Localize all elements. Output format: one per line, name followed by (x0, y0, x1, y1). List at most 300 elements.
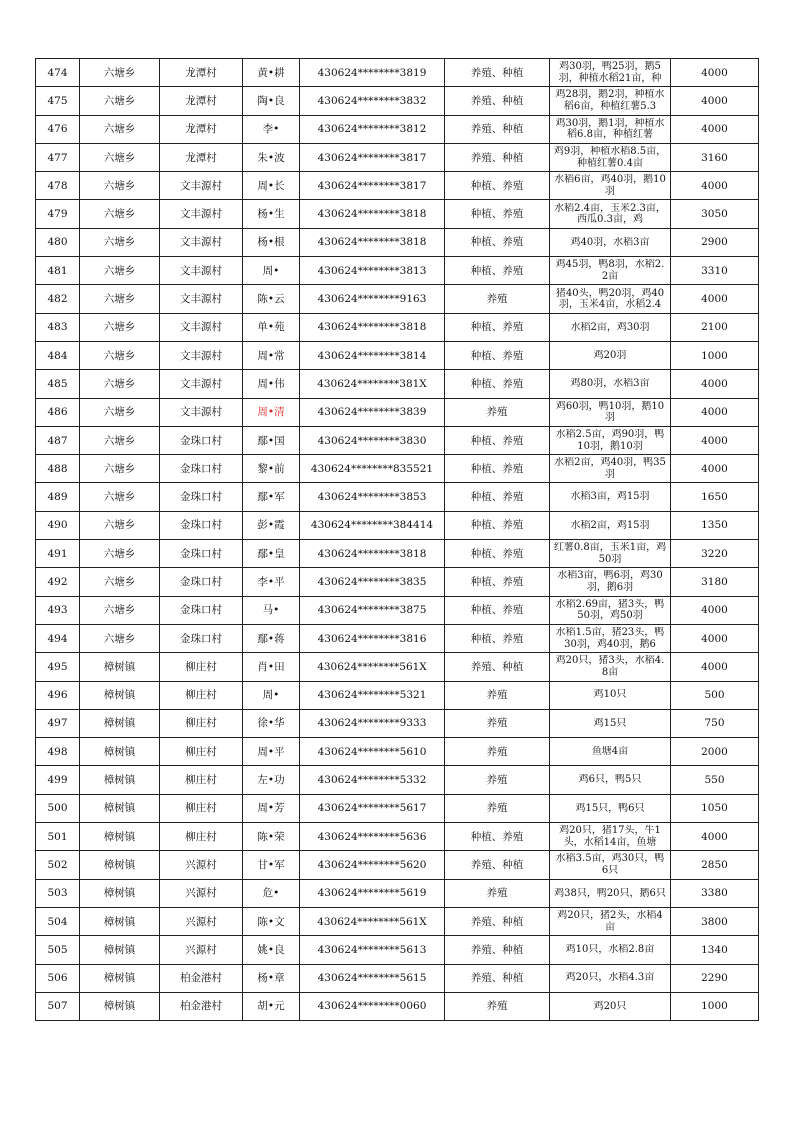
industry-type-cell: 种植、养殖 (445, 341, 550, 369)
village-cell: 金珠口村 (160, 426, 243, 454)
production-detail-cell (550, 851, 671, 879)
township-cell: 樟树镇 (80, 964, 160, 992)
production-detail-cell (550, 766, 671, 794)
id-number-cell: 430624********3812 (300, 115, 445, 143)
id-number-cell: 430624********561X (300, 653, 445, 681)
industry-type-cell: 种植、养殖 (445, 228, 550, 256)
industry-type-cell: 种植、养殖 (445, 370, 550, 398)
production-detail-cell (550, 596, 671, 624)
production-detail-cell (550, 115, 671, 143)
row-number-cell: 506 (36, 964, 80, 992)
village-cell: 柳庄村 (160, 766, 243, 794)
production-detail-cell (550, 59, 671, 87)
township-cell: 樟树镇 (80, 907, 160, 935)
name-cell: 周•平 (243, 738, 300, 766)
industry-type-cell: 养殖 (445, 709, 550, 737)
name-cell: 杨•章 (243, 964, 300, 992)
village-cell: 柳庄村 (160, 681, 243, 709)
village-cell: 文丰源村 (160, 200, 243, 228)
id-number-cell: 430624********3830 (300, 426, 445, 454)
industry-type-cell: 养殖、种植 (445, 653, 550, 681)
table-row (36, 341, 759, 369)
amount-cell: 2900 (671, 228, 759, 256)
name-cell: 陈•文 (243, 907, 300, 935)
id-number-cell: 430624********9163 (300, 285, 445, 313)
amount-cell: 3220 (671, 540, 759, 568)
village-cell: 金珠口村 (160, 483, 243, 511)
village-cell: 文丰源村 (160, 370, 243, 398)
production-detail-text: 鸡30羽，鹅1羽，种植水稻6.8亩，种植红薯 (555, 117, 665, 141)
row-number-cell: 491 (36, 540, 80, 568)
row-number-cell: 476 (36, 115, 80, 143)
table-row (36, 285, 759, 313)
table-row (36, 87, 759, 115)
row-number-cell: 494 (36, 624, 80, 652)
township-cell: 六塘乡 (80, 285, 160, 313)
township-cell: 樟树镇 (80, 709, 160, 737)
table-row (36, 709, 759, 737)
township-cell: 六塘乡 (80, 313, 160, 341)
industry-type-cell: 种植、养殖 (445, 313, 550, 341)
village-cell: 柳庄村 (160, 653, 243, 681)
beneficiary-table (35, 58, 759, 1021)
village-cell: 文丰源村 (160, 285, 243, 313)
name-cell: 鄢•军 (243, 483, 300, 511)
production-detail-cell (550, 172, 671, 200)
table-row (36, 257, 759, 285)
amount-cell: 4000 (671, 823, 759, 851)
name-cell: 杨•生 (243, 200, 300, 228)
production-detail-cell (550, 200, 671, 228)
amount-cell: 1340 (671, 936, 759, 964)
amount-cell: 1650 (671, 483, 759, 511)
amount-cell: 1350 (671, 511, 759, 539)
township-cell: 樟树镇 (80, 823, 160, 851)
production-detail-cell (550, 653, 671, 681)
table-row (36, 907, 759, 935)
id-number-cell: 430624********3875 (300, 596, 445, 624)
table-row (36, 794, 759, 822)
table-row (36, 540, 759, 568)
township-cell: 六塘乡 (80, 341, 160, 369)
table-row (36, 568, 759, 596)
amount-cell: 4000 (671, 87, 759, 115)
id-number-cell: 430624********0060 (300, 992, 445, 1020)
production-detail-text: 水稻2亩，鸡40羽，鸭35羽 (554, 457, 666, 480)
village-cell: 金珠口村 (160, 455, 243, 483)
row-number-cell: 479 (36, 200, 80, 228)
amount-cell: 3800 (671, 907, 759, 935)
table-row (36, 313, 759, 341)
table-row (36, 228, 759, 256)
amount-cell: 3160 (671, 143, 759, 171)
village-cell: 柏金港村 (160, 992, 243, 1020)
name-cell: 杨•根 (243, 228, 300, 256)
amount-cell: 500 (671, 681, 759, 709)
township-cell: 六塘乡 (80, 483, 160, 511)
township-cell: 樟树镇 (80, 851, 160, 879)
production-detail-cell (550, 143, 671, 171)
township-cell: 六塘乡 (80, 455, 160, 483)
row-number-cell: 480 (36, 228, 80, 256)
amount-cell: 4000 (671, 426, 759, 454)
table-row (36, 653, 759, 681)
table-row (36, 511, 759, 539)
industry-type-cell: 养殖 (445, 794, 550, 822)
industry-type-cell: 种植、养殖 (445, 568, 550, 596)
amount-cell: 2290 (671, 964, 759, 992)
table-row (36, 851, 759, 879)
township-cell: 六塘乡 (80, 257, 160, 285)
production-detail-cell (550, 681, 671, 709)
production-detail-cell (550, 285, 671, 313)
township-cell: 六塘乡 (80, 540, 160, 568)
table-row (36, 115, 759, 143)
id-number-cell: 430624********3839 (300, 398, 445, 426)
village-cell: 文丰源村 (160, 313, 243, 341)
amount-cell: 4000 (671, 653, 759, 681)
production-detail-cell (550, 624, 671, 652)
row-number-cell: 497 (36, 709, 80, 737)
production-detail-cell (550, 426, 671, 454)
production-detail-text: 水稻2亩，鸡15羽 (570, 519, 650, 531)
production-detail-cell (550, 228, 671, 256)
industry-type-cell: 养殖 (445, 398, 550, 426)
production-detail-cell (550, 313, 671, 341)
production-detail-text: 鸡6只，鸭5只 (578, 774, 642, 786)
row-number-cell: 474 (36, 59, 80, 87)
name-cell: 胡•元 (243, 992, 300, 1020)
production-detail-text: 鱼塘4亩 (591, 746, 629, 758)
id-number-cell: 430624********5610 (300, 738, 445, 766)
production-detail-cell (550, 568, 671, 596)
village-cell: 文丰源村 (160, 257, 243, 285)
township-cell: 樟树镇 (80, 681, 160, 709)
village-cell: 柳庄村 (160, 709, 243, 737)
industry-type-cell: 养殖、种植 (445, 907, 550, 935)
production-detail-text: 水稻3.5亩，鸡30只，鸭6只 (555, 853, 665, 876)
name-cell: 李•平 (243, 568, 300, 596)
amount-cell: 2100 (671, 313, 759, 341)
production-detail-cell (550, 879, 671, 907)
township-cell: 樟树镇 (80, 653, 160, 681)
township-cell: 樟树镇 (80, 936, 160, 964)
row-number-cell: 500 (36, 794, 80, 822)
id-number-cell: 430624********3819 (300, 59, 445, 87)
name-cell: 鄢•蒋 (243, 624, 300, 652)
row-number-cell: 490 (36, 511, 80, 539)
id-number-cell: 430624********5636 (300, 823, 445, 851)
name-cell: 周•伟 (243, 370, 300, 398)
township-cell: 六塘乡 (80, 115, 160, 143)
township-cell: 六塘乡 (80, 228, 160, 256)
id-number-cell: 430624********3816 (300, 624, 445, 652)
production-detail-text: 水稻1.5亩，猪23头，鸭30羽，鸡40羽，鹅6 (555, 627, 665, 650)
production-detail-text: 鸡15只，鸭6只 (575, 802, 645, 814)
industry-type-cell: 种植、养殖 (445, 257, 550, 285)
amount-cell: 750 (671, 709, 759, 737)
industry-type-cell: 养殖、种植 (445, 964, 550, 992)
township-cell: 樟树镇 (80, 738, 160, 766)
row-number-cell: 496 (36, 681, 80, 709)
production-detail-text: 水稻2亩，鸡30羽 (570, 321, 650, 333)
table-row (36, 455, 759, 483)
id-number-cell: 430624********5321 (300, 681, 445, 709)
id-number-cell: 430624********3818 (300, 540, 445, 568)
id-number-cell: 430624********381X (300, 370, 445, 398)
id-number-cell: 430624********5615 (300, 964, 445, 992)
amount-cell: 4000 (671, 115, 759, 143)
production-detail-cell (550, 794, 671, 822)
name-cell: 陈•云 (243, 285, 300, 313)
production-detail-text: 鸡45羽，鸭8羽，水稻2.2亩 (555, 259, 665, 282)
name-cell: 单•苑 (243, 313, 300, 341)
production-detail-cell (550, 455, 671, 483)
township-cell: 樟树镇 (80, 794, 160, 822)
table-row (36, 398, 759, 426)
production-detail-cell (550, 257, 671, 285)
amount-cell: 2000 (671, 738, 759, 766)
amount-cell: 1000 (671, 341, 759, 369)
id-number-cell: 430624********3853 (300, 483, 445, 511)
row-number-cell: 492 (36, 568, 80, 596)
production-detail-text: 水稻3亩，鸭6羽，鸡30羽，鹅6羽 (557, 570, 663, 593)
village-cell: 兴源村 (160, 907, 243, 935)
table-body (36, 59, 759, 1021)
village-cell: 柏金港村 (160, 964, 243, 992)
production-detail-cell (550, 907, 671, 935)
row-number-cell: 503 (36, 879, 80, 907)
village-cell: 龙潭村 (160, 115, 243, 143)
name-cell: 危• (243, 879, 300, 907)
village-cell: 柳庄村 (160, 823, 243, 851)
table-row (36, 370, 759, 398)
township-cell: 六塘乡 (80, 426, 160, 454)
township-cell: 六塘乡 (80, 398, 160, 426)
production-detail-cell (550, 936, 671, 964)
amount-cell: 3050 (671, 200, 759, 228)
village-cell: 文丰源村 (160, 398, 243, 426)
production-detail-text: 鸡10只，水稻2.8亩 (565, 944, 655, 956)
amount-cell: 4000 (671, 624, 759, 652)
amount-cell: 4000 (671, 398, 759, 426)
production-detail-text: 鸡20只，猪3头，水稻4.8亩 (555, 655, 665, 678)
township-cell: 六塘乡 (80, 624, 160, 652)
industry-type-cell: 种植、养殖 (445, 200, 550, 228)
production-detail-text: 水稻2.69亩，猪3头，鸭50羽，鸡50羽 (555, 598, 665, 622)
amount-cell: 1050 (671, 794, 759, 822)
village-cell: 金珠口村 (160, 511, 243, 539)
production-detail-text: 鸡20只，猪2头，水稻4亩 (557, 910, 663, 933)
id-number-cell: 430624********3814 (300, 341, 445, 369)
production-detail-cell (550, 370, 671, 398)
township-cell: 六塘乡 (80, 143, 160, 171)
township-cell: 樟树镇 (80, 879, 160, 907)
amount-cell: 4000 (671, 59, 759, 87)
industry-type-cell: 养殖 (445, 738, 550, 766)
village-cell: 金珠口村 (160, 596, 243, 624)
production-detail-text: 鸡40羽，水稻3亩 (570, 236, 650, 248)
table-row (36, 172, 759, 200)
name-cell: 姚•良 (243, 936, 300, 964)
id-number-cell: 430624********3818 (300, 228, 445, 256)
name-cell: 黄•耕 (243, 59, 300, 87)
row-number-cell: 475 (36, 87, 80, 115)
production-detail-cell (550, 87, 671, 115)
village-cell: 文丰源村 (160, 228, 243, 256)
production-detail-cell (550, 738, 671, 766)
row-number-cell: 485 (36, 370, 80, 398)
amount-cell: 2850 (671, 851, 759, 879)
amount-cell: 3180 (671, 568, 759, 596)
production-detail-text: 鸡20只，猪17头，牛1头，水稻14亩，鱼塘 (559, 825, 661, 848)
industry-type-cell: 养殖、种植 (445, 115, 550, 143)
industry-type-cell: 养殖 (445, 285, 550, 313)
id-number-cell: 430624********3817 (300, 143, 445, 171)
name-cell: 周• (243, 681, 300, 709)
id-number-cell: 430624********3835 (300, 568, 445, 596)
id-number-cell: 430624********9333 (300, 709, 445, 737)
village-cell: 兴源村 (160, 851, 243, 879)
row-number-cell: 489 (36, 483, 80, 511)
industry-type-cell: 种植、养殖 (445, 596, 550, 624)
id-number-cell: 430624********384414 (300, 511, 445, 539)
name-cell: 周•清 (243, 398, 300, 426)
village-cell: 柳庄村 (160, 794, 243, 822)
table-row (36, 823, 759, 851)
production-detail-text: 红薯0.8亩，玉米1亩，鸡50羽 (553, 542, 667, 565)
production-detail-text: 鸡38只，鸭20只，鹅6只 (554, 887, 666, 899)
production-detail-text: 鸡80羽，水稻3亩 (570, 378, 650, 390)
amount-cell: 4000 (671, 172, 759, 200)
amount-cell: 4000 (671, 370, 759, 398)
row-number-cell: 498 (36, 738, 80, 766)
production-detail-text: 水稻2.4亩，玉米2.3亩，西瓜0.3亩，鸡 (554, 202, 666, 226)
production-detail-cell (550, 709, 671, 737)
id-number-cell: 430624********5619 (300, 879, 445, 907)
table-row (36, 596, 759, 624)
row-number-cell: 499 (36, 766, 80, 794)
id-number-cell: 430624********835521 (300, 455, 445, 483)
row-number-cell: 507 (36, 992, 80, 1020)
name-cell: 周•长 (243, 172, 300, 200)
name-cell: 陶•良 (243, 87, 300, 115)
industry-type-cell: 种植、养殖 (445, 624, 550, 652)
row-number-cell: 482 (36, 285, 80, 313)
row-number-cell: 486 (36, 398, 80, 426)
production-detail-text: 鸡20只 (593, 1000, 627, 1012)
row-number-cell: 488 (36, 455, 80, 483)
name-cell: 鄢•国 (243, 426, 300, 454)
id-number-cell: 430624********3832 (300, 87, 445, 115)
industry-type-cell: 种植、养殖 (445, 483, 550, 511)
industry-type-cell: 养殖、种植 (445, 143, 550, 171)
id-number-cell: 430624********3818 (300, 313, 445, 341)
village-cell: 金珠口村 (160, 568, 243, 596)
industry-type-cell: 养殖、种植 (445, 59, 550, 87)
row-number-cell: 484 (36, 341, 80, 369)
table-row (36, 200, 759, 228)
production-detail-text: 鸡20羽 (593, 349, 627, 361)
production-detail-cell (550, 483, 671, 511)
name-cell: 黎•前 (243, 455, 300, 483)
table-row (36, 143, 759, 171)
name-cell: 周•常 (243, 341, 300, 369)
name-cell: 朱•波 (243, 143, 300, 171)
production-detail-cell (550, 540, 671, 568)
production-detail-text: 水稻3亩，鸡15羽 (570, 491, 650, 503)
township-cell: 六塘乡 (80, 59, 160, 87)
industry-type-cell: 种植、养殖 (445, 823, 550, 851)
township-cell: 六塘乡 (80, 172, 160, 200)
production-detail-cell (550, 823, 671, 851)
industry-type-cell: 种植、养殖 (445, 511, 550, 539)
name-cell: 肖•田 (243, 653, 300, 681)
name-cell: 左•功 (243, 766, 300, 794)
row-number-cell: 502 (36, 851, 80, 879)
township-cell: 六塘乡 (80, 370, 160, 398)
name-cell: 彭•霞 (243, 511, 300, 539)
name-cell: 鄢•皇 (243, 540, 300, 568)
industry-type-cell: 养殖 (445, 992, 550, 1020)
id-number-cell: 430624********3813 (300, 257, 445, 285)
industry-type-cell: 养殖 (445, 681, 550, 709)
amount-cell: 4000 (671, 455, 759, 483)
township-cell: 六塘乡 (80, 568, 160, 596)
production-detail-cell (550, 511, 671, 539)
township-cell: 樟树镇 (80, 992, 160, 1020)
industry-type-cell: 种植、养殖 (445, 172, 550, 200)
industry-type-cell: 养殖 (445, 879, 550, 907)
township-cell: 六塘乡 (80, 596, 160, 624)
id-number-cell: 430624********5617 (300, 794, 445, 822)
village-cell: 文丰源村 (160, 341, 243, 369)
row-number-cell: 477 (36, 143, 80, 171)
amount-cell: 3380 (671, 879, 759, 907)
amount-cell: 550 (671, 766, 759, 794)
id-number-cell: 430624********3817 (300, 172, 445, 200)
table-row (36, 426, 759, 454)
production-detail-text: 鸡60羽，鸭10羽，鹅10羽 (555, 400, 665, 424)
id-number-cell: 430624********561X (300, 907, 445, 935)
amount-cell: 4000 (671, 596, 759, 624)
production-detail-text: 鸡20只，水稻4.3亩 (565, 972, 655, 984)
production-detail-cell (550, 992, 671, 1020)
name-cell: 陈•荣 (243, 823, 300, 851)
table-row (36, 992, 759, 1020)
table-row (36, 964, 759, 992)
industry-type-cell: 种植、养殖 (445, 426, 550, 454)
production-detail-cell (550, 341, 671, 369)
name-cell: 甘•军 (243, 851, 300, 879)
id-number-cell: 430624********5332 (300, 766, 445, 794)
name-cell: 李• (243, 115, 300, 143)
table-row (36, 681, 759, 709)
production-detail-text: 鸡28羽，鹅2羽，种植水稻6亩，种植红薯5.3 (555, 89, 665, 112)
table-row (36, 879, 759, 907)
village-cell: 龙潭村 (160, 59, 243, 87)
table-row (36, 738, 759, 766)
production-detail-cell (550, 398, 671, 426)
village-cell: 金珠口村 (160, 540, 243, 568)
production-detail-text: 水稻6亩，鸡40羽，鹅10羽 (554, 174, 666, 197)
industry-type-cell: 养殖、种植 (445, 87, 550, 115)
name-cell: 周• (243, 257, 300, 285)
amount-cell: 3310 (671, 257, 759, 285)
row-number-cell: 478 (36, 172, 80, 200)
name-cell: 徐•华 (243, 709, 300, 737)
amount-cell: 4000 (671, 285, 759, 313)
